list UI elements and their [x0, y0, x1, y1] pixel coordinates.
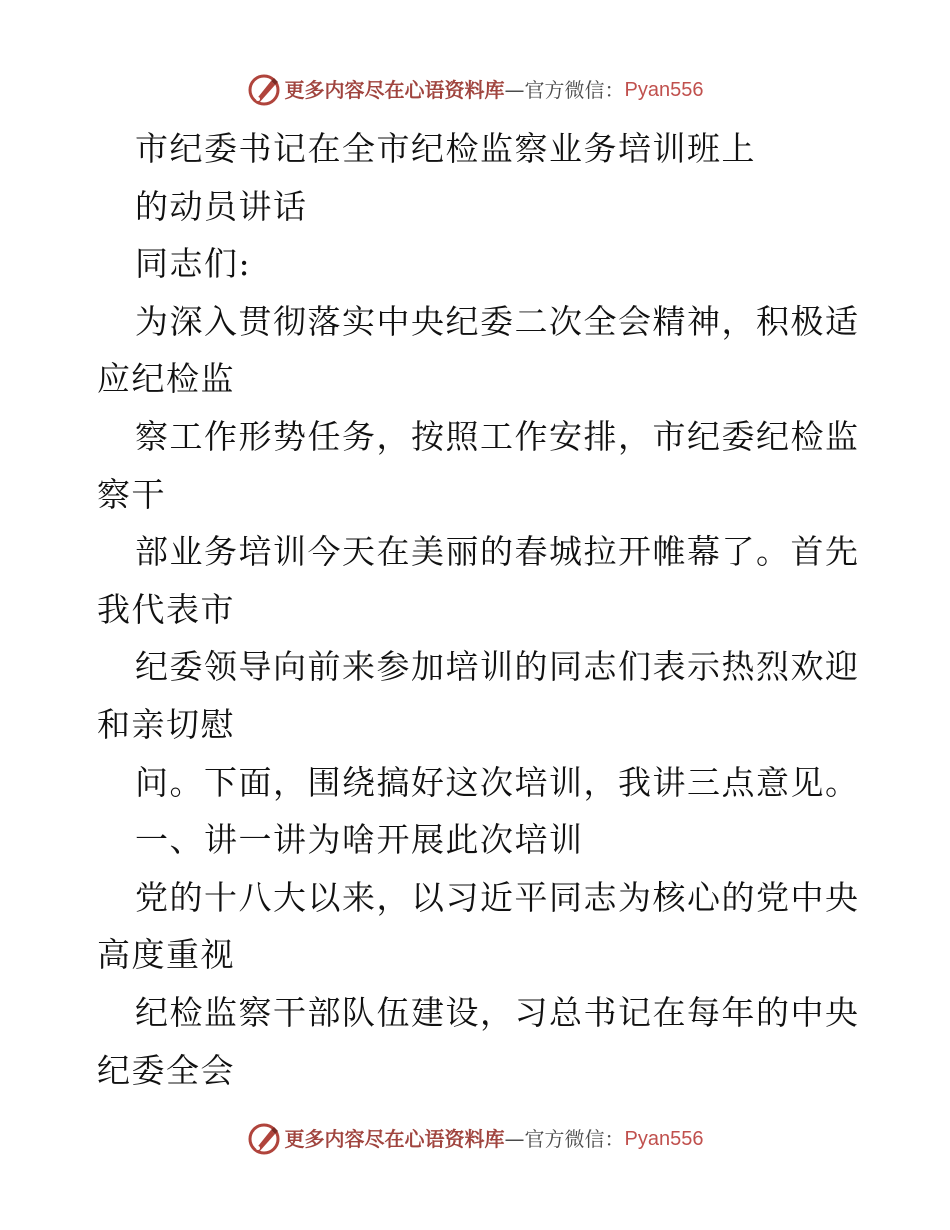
text-line: 市纪委书记在全市纪检监察业务培训班上: [135, 129, 756, 168]
text-line: 纪检监察干部队伍建设，习总书记在每年的中央: [135, 992, 860, 1032]
text-line: 应纪检监: [97, 359, 235, 399]
banner-separator: —: [504, 78, 525, 102]
document-body: [97, 120, 860, 1099]
text-line: 的动员讲话: [135, 186, 308, 226]
banner-wechat-label: 官方微信：: [524, 78, 625, 102]
header-banner: [0, 70, 950, 110]
banner-wechat-id: Pyan556: [624, 79, 704, 101]
banner-brand: 更多内容尽在心语资料库: [284, 78, 505, 102]
banner-separator: —: [504, 1127, 525, 1151]
text-line: 纪委全会: [97, 1050, 235, 1090]
banner-brand: 更多内容尽在心语资料库: [284, 1127, 505, 1151]
text-line: 问。下面，围绕搞好这次培训，我讲三点意见。: [135, 762, 860, 802]
text-line: 纪委领导向前来参加培训的同志们表示热烈欢迎: [135, 647, 860, 687]
pen-logo-icon: [247, 73, 281, 107]
pen-logo-icon: [247, 1122, 281, 1156]
text-line: 和亲切慰: [97, 704, 235, 744]
text-line: 察干: [97, 474, 166, 514]
text-line: 为深入贯彻落实中央纪委二次全会精神，积极适: [135, 301, 860, 341]
text-line: 党的十八大以来，以习近平同志为核心的党中央: [135, 877, 860, 917]
footer-banner: [0, 1119, 950, 1159]
text-line: 高度重视: [97, 935, 235, 975]
text-line: 部业务培训今天在美丽的春城拉开帷幕了。首先: [135, 532, 860, 572]
banner-wechat-label: 官方微信：: [524, 1127, 625, 1151]
text-line: 察工作形势任务，按照工作安排，市纪委纪检监: [135, 416, 860, 456]
text-line: 同志们:: [135, 244, 252, 284]
text-line: 我代表市: [97, 589, 235, 629]
text-line: 一、讲一讲为啥开展此次培训: [135, 820, 584, 860]
banner-wechat-id: Pyan556: [624, 1128, 704, 1150]
